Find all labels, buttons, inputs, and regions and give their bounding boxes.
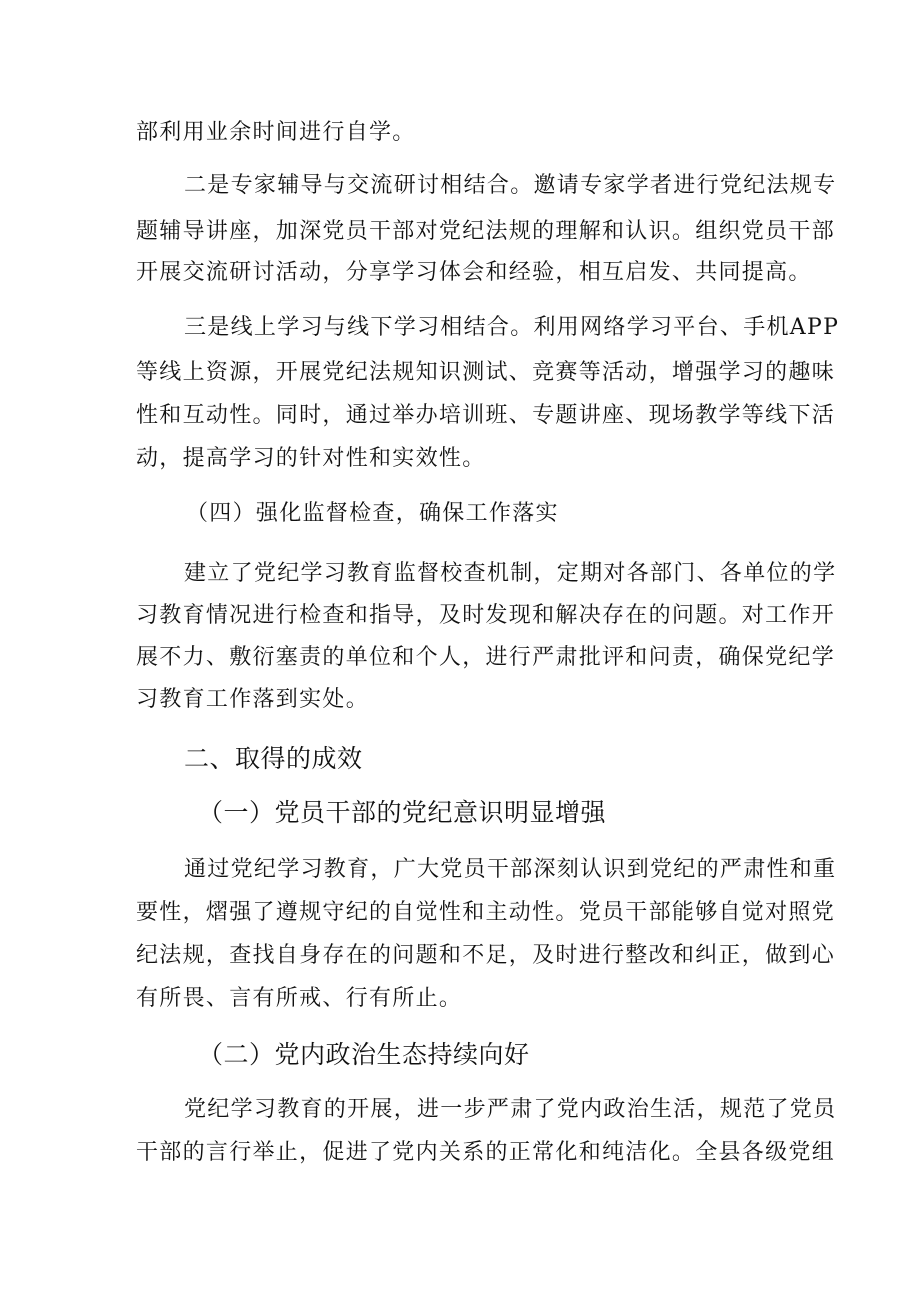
- paragraph-line: 要性，熠强了遵规守纪的自觉性和主动性。党员干部能够自觉对照党: [136, 900, 836, 925]
- paragraph-line: 纪法规，查找自身存在的问题和不足，及时进行整改和纠正，做到心: [136, 943, 836, 968]
- paragraph-line: 展不力、敷衍塞责的单位和个人，进行严肃批评和问责，确保党纪学: [136, 645, 836, 670]
- paragraph-line: 有所畏、言有所戒、行有所止。: [136, 986, 463, 1011]
- paragraph-line: 通过党纪学习教育，广大党员干部深刻认识到党纪的严肃性和重: [184, 857, 837, 882]
- paragraph-line: 动，提高学习的针对性和实效性。: [136, 446, 486, 471]
- paragraph-line: 题辅导讲座，加深党员干部对党纪法规的理解和认识。组织党员干部: [136, 219, 836, 244]
- section-heading: 二、取得的成效: [184, 744, 363, 773]
- paragraph-line: 性和互动性。同时，通过举办培训班、专题讲座、现场教学等线下活: [136, 403, 836, 428]
- paragraph-line: 干部的言行举止，促进了党内关系的正常化和纯洁化。全县各级党组: [136, 1140, 836, 1165]
- paragraph-line: 等线上资源，开展党纪法规知识测试、竞赛等活动，增强学习的趣味: [136, 360, 836, 385]
- paragraph-line: 习教育情况进行检查和指导，及时发现和解决存在的问题。对工作开: [136, 603, 836, 628]
- paragraph-line: 党纪学习教育的开展，进一步严肃了党内政治生活，规范了党员: [184, 1097, 837, 1122]
- paragraph-line: 三是线上学习与线下学习相结合。利用网络学习平台、手机APP: [184, 315, 840, 340]
- paragraph-line: 建立了党纪学习教育监督校查机制，定期对各部门、各单位的学: [184, 561, 837, 586]
- subheading: （四）强化监督检查，确保工作落实: [186, 501, 559, 526]
- paragraph-line: 部利用业余时间进行自学。: [136, 120, 416, 145]
- subheading: （一）党员干部的党纪意识明显增强: [198, 798, 607, 827]
- paragraph-line: 习教育工作落到实处。: [136, 687, 370, 712]
- paragraph-line: 二是专家辅导与交流研讨相结合。邀请专家学者进行党纪法规专: [184, 173, 837, 198]
- paragraph-line: 开展交流研讨活动，分享学习体会和经验，相互启发、共同提高。: [136, 260, 812, 285]
- subheading: （二）党内政治生态持续向好: [198, 1040, 530, 1069]
